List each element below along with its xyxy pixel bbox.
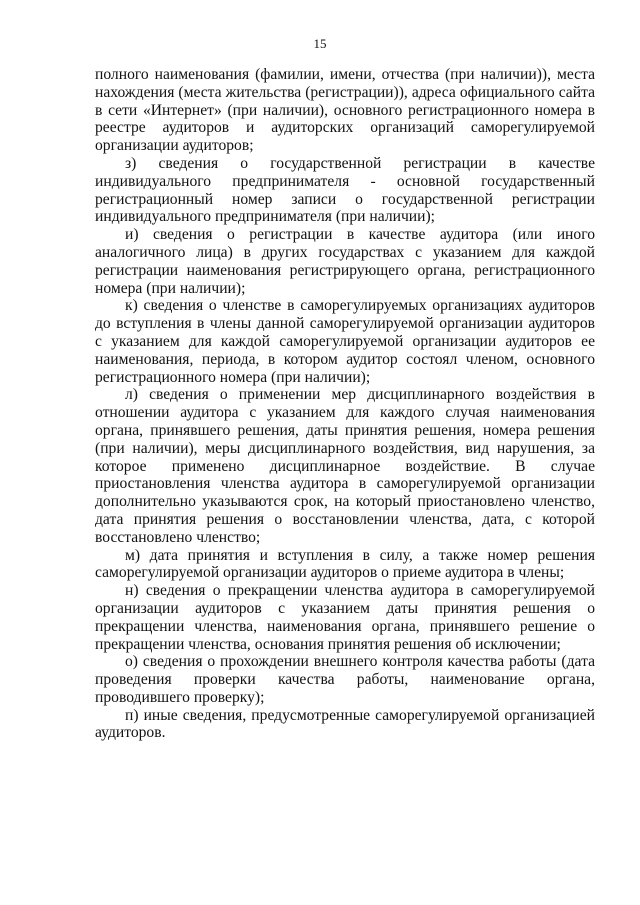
paragraph-item-n: н) сведения о прекращении членства аудитора в саморегулируемой организации аудиторов с указанием даты принятия решения о прекращении членства, наименования органа, принявшего решение о прекращении членства, основания принятия решения об исключении; xyxy=(95,582,595,653)
paragraph-item-k: к) сведения о членстве в саморегулируемых организациях аудиторов до вступления в члены данной саморегулируемой организации аудиторов с указанием для каждой саморегулируемой организации аудиторов ее наименования, периода, в котором аудитор состоял членом, основного регистрационного номера (при наличии); xyxy=(95,297,595,386)
paragraph-item-i: и) сведения о регистрации в качестве аудитора (или иного аналогичного лица) в других государствах с указанием для каждой регистрации наименования регистрирующего органа, регистрационного номера (при наличии); xyxy=(95,226,595,297)
paragraph-item-l: л) сведения о применении мер дисциплинарного воздействия в отношении аудитора с указанием для каждого случая наименования органа, принявшего решения, даты принятия решения, номера решения (при наличии), меры дисциплинарного воздействия, вид нарушения, за которое применено дисциплинарное воздействие. В случае приостановления членства аудитора в саморегулируемой организации дополнительно указываются срок, на который приостановлено членство, дата принятия решения о восстановлении членства, дата, с которой восстановлено членство; xyxy=(95,386,595,546)
paragraph-continuation: полного наименования (фамилии, имени, отчества (при наличии)), места нахождения (места жительства (регистрации)), адреса официального сайта в сети «Интернет» (при наличии), основного регистрационного номера в реестре аудиторов и аудиторских организаций саморегулируемой организации аудиторов; xyxy=(95,66,595,155)
paragraph-item-o: о) сведения о прохождении внешнего контроля качества работы (дата проведения проверки качества работы, наименование органа, проводившего проверку); xyxy=(95,653,595,706)
paragraph-item-m: м) дата принятия и вступления в силу, а также номер решения саморегулируемой организации аудиторов о приеме аудитора в члены; xyxy=(95,546,595,582)
document-body xyxy=(95,66,595,742)
paragraph-item-z: з) сведения о государственной регистрации в качестве индивидуального предпринимателя - основной государственный регистрационный номер записи о государственной регистрации индивидуального предпринимателя (при наличии); xyxy=(95,154,595,226)
page-number: 15 xyxy=(313,36,327,51)
paragraph-item-p: п) иные сведения, предусмотренные саморегулируемой организацией аудиторов. xyxy=(95,706,595,742)
